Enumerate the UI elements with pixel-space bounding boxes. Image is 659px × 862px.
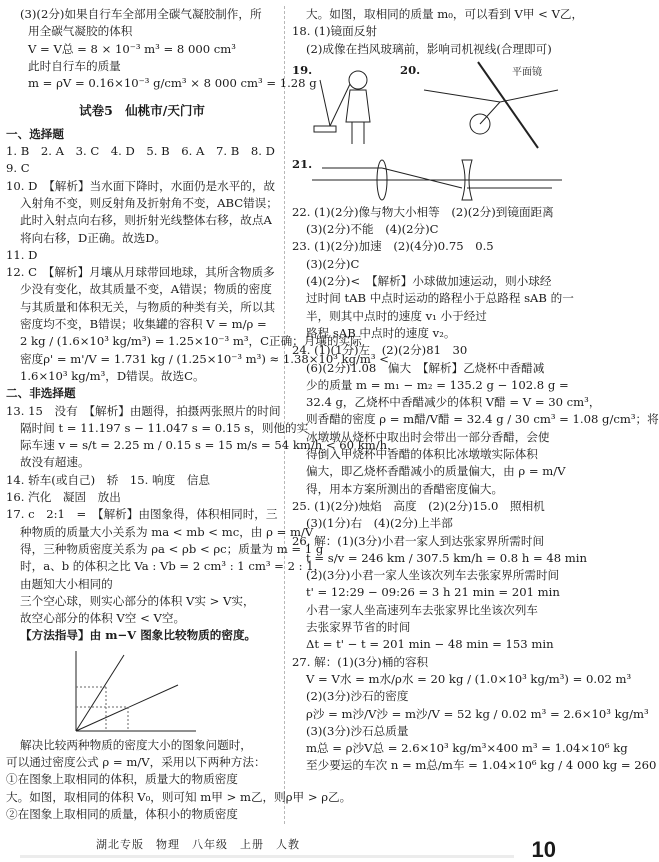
answer-line: 25. (1)(2分)烛焰 高度 (2)(2分)15.0 照相机 bbox=[292, 498, 545, 513]
answer-line: 1. B 2. A 3. C 4. D 5. B 6. A 7. B 8. D bbox=[6, 144, 275, 159]
text-line: 得倒入甲烧杯中香醋的体积比冰墩墩实际体积 bbox=[306, 447, 538, 462]
text-line: 由题知大小相同的 bbox=[20, 576, 113, 591]
text-line: (2)(3分)小君一家人坐该次列车去张家界所需时间 bbox=[306, 568, 560, 583]
figures-19-20 bbox=[292, 60, 564, 152]
answer-line: 24. (1)(1分)左 (2)(2分)81 30 bbox=[292, 343, 468, 358]
text-line: 密度均不变，B错误；收集罐的容积 V = m/ρ = bbox=[20, 317, 267, 332]
formula-line: Δt = t' − t = 201 min − 48 min = 153 min bbox=[306, 637, 554, 652]
answer-line: 26. 解：(1)(3分)小君一家人到达张家界所需时间 bbox=[292, 533, 545, 548]
text-line: 故空心部分的体积 V空 < V空。 bbox=[20, 611, 186, 626]
text-line: 得，用本方案所测出的香醋密度偏大。 bbox=[306, 481, 504, 496]
formula-line: t' = 12:29 − 09:26 = 3 h 21 min = 201 min bbox=[306, 585, 560, 600]
text-line: (3)(1分)右 (4)(2分)上半部 bbox=[306, 516, 453, 531]
text-line: 过时间 tAB 中点时运动的路程小于总路程 sAB 的一 bbox=[306, 291, 574, 306]
text-line: 冰墩墩从烧杯中取出时会带出一部分香醋，会使 bbox=[306, 429, 550, 444]
formula-line: 至少要运的车次 n = m总/m车 = 1.04×10⁶ kg / 4 000 kg = 260 bbox=[306, 758, 657, 773]
answer-line: 9. C bbox=[6, 161, 30, 176]
text-line: 三个空心球，则实心部分的体积 V实 > V实， bbox=[20, 593, 255, 608]
text-line: 小君一家人坐高速列车去张家界比坐该次列车 bbox=[306, 602, 538, 617]
text-line: 大。如图，取相同的体积 V₀，则可知 m甲 > m乙，则ρ甲 > ρ乙。 bbox=[6, 789, 352, 804]
subsection-heading: 一、选择题 bbox=[6, 126, 64, 141]
lens-figure bbox=[312, 154, 562, 202]
answer-line: 13. 15 没有 【解析】由题得，拍摄两张照片的时间 bbox=[6, 403, 281, 418]
text-line: (3)(2分)不能 (4)(2分)C bbox=[306, 222, 439, 237]
answer-line: 14. 轿车(或自己) 轿 15. 响度 信息 bbox=[6, 472, 211, 487]
answer-line: 16. 汽化 凝固 放出 bbox=[6, 490, 121, 505]
page-number: 10 bbox=[531, 836, 556, 862]
text-line: 故没有超速。 bbox=[20, 455, 90, 470]
text-line: (3)(2分)C bbox=[306, 256, 360, 271]
figure-21 bbox=[292, 154, 564, 202]
text-line: 将向右移，D正确。故选D。 bbox=[20, 230, 167, 245]
figure-label-19: 19. bbox=[292, 62, 313, 77]
plane-mirror-figure bbox=[418, 60, 564, 150]
formula-line: ρ沙 = m沙/V沙 = m沙/V = 52 kg / 0.02 m³ = 2.6×10³ kg/m³ bbox=[306, 706, 649, 721]
m-v-graph-figure bbox=[6, 647, 278, 735]
formula-line: m总 = ρ沙V总 = 2.6×10³ kg/m³×400 m³ = 1.04×10⁶ kg bbox=[306, 741, 628, 756]
text-line: 入射角不变，则反射角及折射角不变，ABC错误； bbox=[20, 195, 278, 210]
text-line: (2)(3分)沙石的密度 bbox=[306, 689, 409, 704]
text-line: 2 kg / (1.6×10³ kg/m³) = 1.25×10⁻³ m³，C正确；月壤的实际 bbox=[20, 334, 362, 349]
page-footer bbox=[0, 832, 574, 860]
answer-line: 11. D bbox=[6, 247, 38, 262]
text-line: 去张家界节省的时间 bbox=[306, 620, 411, 635]
text-line: (3)(2分)如果自行车全部用全碳气凝胶制作，所 bbox=[20, 7, 262, 21]
answer-line: 23. (1)(2分)加速 (2)(4分)0.75 0.5 bbox=[292, 239, 494, 254]
text-line: 此时入射点向右移，则折射光线整体右移，故点A bbox=[20, 213, 272, 228]
text-line: m = ρV = 0.16×10⁻³ g/cm³ × 8 000 cm³ = 1.28 g bbox=[28, 76, 317, 91]
text-line: 时，a、b 的体积之比 Va : Vb = 2 cm³ : 1 cm³ = 2 : 1， bbox=[20, 559, 326, 574]
formula-line: t = s/v = 246 km / 307.5 km/h = 0.8 h = 48 min bbox=[306, 550, 587, 565]
text-line: (4)(2分)< 【解析】小球做加速运动，则小球经 bbox=[306, 274, 552, 289]
text-line: (3)(3分)沙石总质量 bbox=[306, 723, 409, 738]
formula-line: V = V水 = m水/ρ水 = 20 kg / (1.0×10³ kg/m³) = 0.02 m³ bbox=[306, 671, 632, 686]
text-line: 密度ρ' = m'/V = 1.731 kg / (1.25×10⁻³ m³) ≈ 1.38×10³ kg/m³ < bbox=[20, 351, 389, 366]
answer-line: 12. C 【解析】月壤从月球带回地球，其所含物质多 bbox=[6, 265, 275, 280]
answer-line: 17. c 2:1 = 【解析】由图象得，体积相同时，三 bbox=[6, 507, 278, 522]
text-line: 解决比较两种物质的密度大小的图象问题时， bbox=[20, 737, 252, 752]
girl-reflection-figure bbox=[310, 60, 396, 150]
text-line: 半，则其中点时的速度 v₁ 小于经过 bbox=[306, 308, 487, 323]
column-divider bbox=[284, 6, 286, 824]
footer-text: 湖北专版 物理 八年级 上册 人教 bbox=[96, 838, 300, 851]
text-line: 可以通过密度公式 ρ = m/V，采用以下两种方法： bbox=[6, 754, 266, 769]
text-line: 大。如图，取相同的质量 m₀，可以看到 V甲 < V乙， bbox=[306, 7, 584, 21]
text-line: V = V总 = 8 × 10⁻³ m³ = 8 000 cm³ bbox=[28, 41, 236, 56]
m-v-graph bbox=[6, 647, 278, 735]
figure-label-20: 20. bbox=[400, 62, 421, 77]
right-column bbox=[292, 6, 659, 775]
text-line: 少没有变化，故其质量不变，A错误；物质的密度 bbox=[20, 282, 272, 297]
subsection-heading: 二、非选择题 bbox=[6, 386, 76, 401]
text-line: 少的质量 m = m₁ − m₂ = 135.2 g − 102.8 g = bbox=[306, 377, 569, 392]
text-line: (6)(2分)1.08 偏大 【解析】乙烧杯中香醋减 bbox=[306, 360, 545, 375]
text-line: 32.4 g，乙烧杯中香醋减少的体积 V醋 = V = 30 cm³， bbox=[306, 395, 601, 410]
answer-line: 10. D 【解析】当水面下降时，水面仍是水平的，故 bbox=[6, 178, 276, 193]
text-line: 与其质量和体积无关，与物质的种类有关，所以其 bbox=[20, 299, 276, 314]
text-line: 隔时间 t = 11.197 s − 11.047 s = 0.15 s，则他的实 bbox=[20, 420, 309, 435]
answer-line: 27. 解：(1)(3分)桶的容积 bbox=[292, 654, 429, 669]
text-line: 用全碳气凝胶的体积 bbox=[28, 24, 133, 39]
text-line: ②在图象上取相同的质量，体积小的物质密度 bbox=[6, 806, 238, 821]
mirror-label: 平面镜 bbox=[512, 66, 542, 78]
method-guide: 【方法指导】由 m−V 图象比较物质的密度。 bbox=[20, 628, 257, 643]
answer-line: 22. (1)(2分)像与物大小相等 (2)(2分)到镜面距离 bbox=[292, 204, 554, 219]
text-line: 得，三种物质密度关系为 ρa < ρb < ρc；质量为 m = 1 g bbox=[20, 541, 324, 556]
text-line: 则香醋的密度 ρ = m醋/V醋 = 32.4 g / 30 cm³ = 1.08 g/cm³；将 bbox=[306, 412, 659, 427]
text-line: 1.6×10³ kg/m³，D错误。故选C。 bbox=[20, 368, 205, 383]
text-line: ①在图象上取相同的体积，质量大的物质密度 bbox=[6, 772, 238, 787]
answer-line: 18. (1)镜面反射 bbox=[292, 24, 377, 39]
text-line: (2)成像在挡风玻璃前，影响司机视线(合理即可) bbox=[306, 41, 552, 56]
text-line: 种物质的质量大小关系为 ma < mb < mc，由 ρ = m/V bbox=[20, 524, 314, 539]
figure-label-21: 21. bbox=[292, 156, 313, 171]
text-line: 偏大，即乙烧杯香醋减小的质量偏大，由 ρ = m/V bbox=[306, 464, 566, 479]
text-line: 际车速 v = s/t = 2.25 m / 0.15 s = 15 m/s = 54 km/h < 60 km/h， bbox=[20, 438, 399, 453]
text-line: 路程 sAB 中点时的速度 v₂。 bbox=[306, 325, 456, 340]
text-line: 此时自行车的质量 bbox=[28, 58, 121, 73]
section-title: 试卷5 仙桃市/天门市 bbox=[79, 103, 205, 119]
footer-bar bbox=[20, 855, 514, 858]
